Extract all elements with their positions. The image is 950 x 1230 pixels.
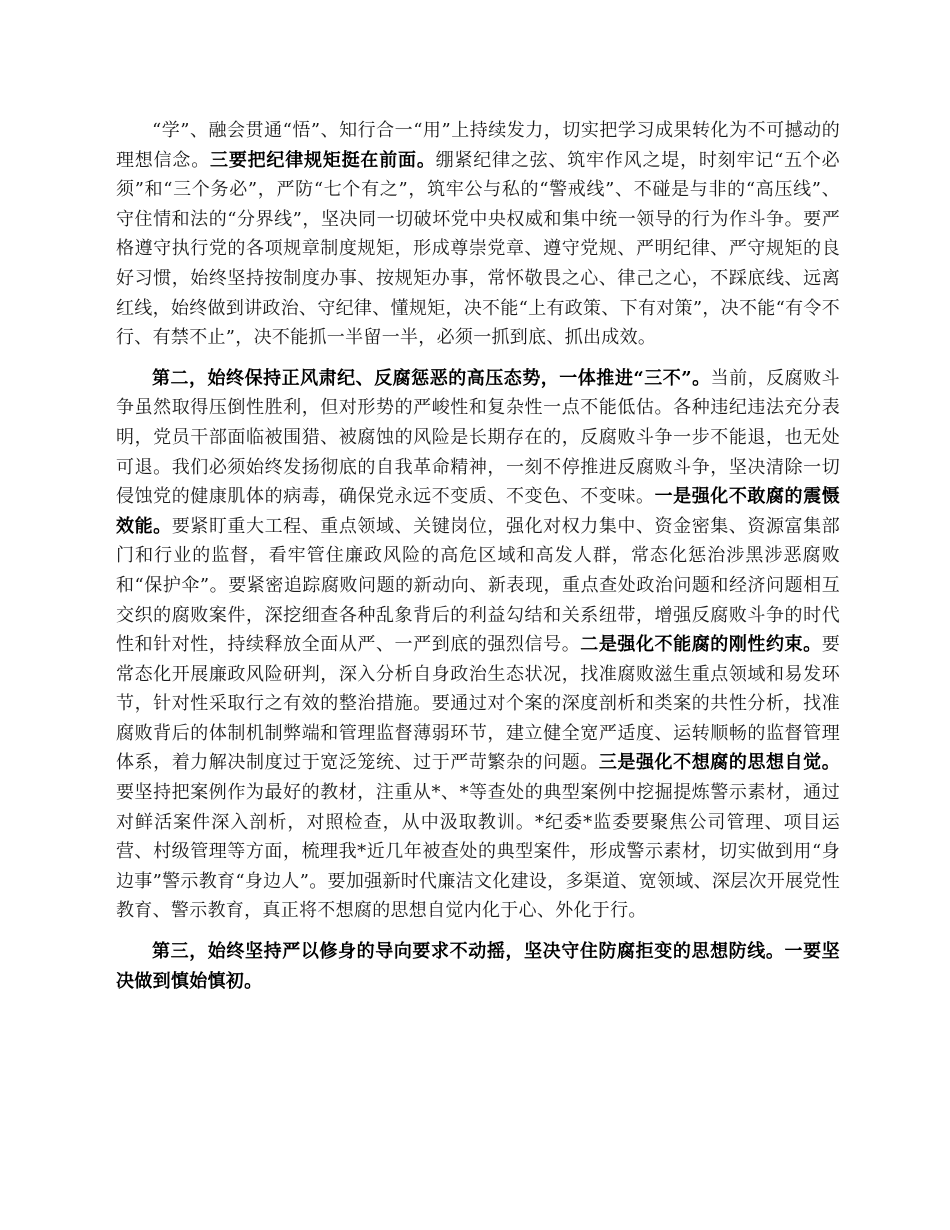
paragraph-3 (116, 937, 840, 996)
paragraph-1-heading-3: 三要把纪律规矩挺在前面。 (210, 149, 436, 171)
paragraph-1-body: 绷紧纪律之弦、筑牢作风之堤，时刻牢记“五个必须”和“三个务必”，严防“七个有之”，筑牢公与私的“警戒线”、不碰是与非的“高压线”、守住情和法的“分界线”，坚决同一切破坏党中央权威和集中统一领导的行为作斗争。要严格遵守执行党的各项规章制度规矩，形成尊崇党章、遵守党规、严明纪律、严守规矩的良好习惯，始终坚持按制度办事、按规矩办事，常怀敬畏之心、律己之心，不踩底线、远离红线，始终做到讲政治、守纪律、懂规矩，决不能“上有政策、下有对策”，决不能“有令不行、有禁不止”，决不能抓一半留一半，必须一抓到底、抓出成效。 (116, 149, 840, 349)
paragraph-1-text: “学”、融会贯通“悟”、知行合一“用”上持续发力，切实把学习成果转化为不可撼动的理想信念。 (116, 120, 840, 171)
subheading-3: 三是强化不想腐的思想自觉。 (598, 752, 840, 774)
paragraph-2-part-3: 要坚持把案例作为最好的教材，注重从*、*等查处的典型案例中挖掘提炼警示素材，通过对鲜活案件深入剖析，对照检查，从中汲取教训。*纪委*监委要聚焦公司管理、项目运营、村级管理等方面，梳理我*近几年被查处的典型案件，形成警示素材，切实做到用“身边事”警示教育“身边人”。要加强新时代廉洁文化建设，多渠道、宽领域、深层次开展党性教育、警示教育，真正将不想腐的思想自觉内化于心、外化于行。 (116, 782, 840, 922)
document-body (116, 116, 840, 996)
paragraph-2-part-1: 要紧盯重大工程、重点领域、关键岗位，强化对权力集中、资金密集、资源富集部门和行业的监督，看牢管住廉政风险的高危区域和高发人群，常态化惩治涉黑涉恶腐败和“保护伞”。要紧密追踪腐败问题的新动向、新表现，重点查处政治问题和经济问题相互交织的腐败案件，深挖细查各种乱象背后的利益勾结和关系纽带，增强反腐败斗争的时代性和针对性，持续释放全面从严、一严到底的强烈信号。 (116, 515, 840, 656)
paragraph-2 (116, 364, 840, 926)
subheading-1: 一是强化不敢腐的震慑效能。 (116, 486, 841, 537)
section-heading-3: 第三，始终坚持严以修身的导向要求不动摇，坚决守住防腐拒变的思想防线。一要坚决做到慎始慎初。 (116, 941, 840, 992)
paragraph-2-intro: 当前，反腐败斗争虽然取得压倒性胜利，但对形势的严峻性和复杂性一点不能低估。各种违纪违法充分表明，党员干部面临被围猎、被腐蚀的风险是长期存在的，反腐败斗争一步不能退，也无处可退。我们必须始终发扬彻底的自我革命精神，一刻不停推进反腐败斗争，坚决清除一切侵蚀党的健康肌体的病毒，确保党永远不变质、不变色、不变味。 (116, 367, 840, 508)
paragraph-2-part-2: 要常态化开展廉政风险研判，深入分析自身政治生态状况，找准腐败滋生重点领域和易发环节，针对性采取行之有效的整治措施。要通过对个案的深度剖析和类案的共性分析，找准腐败背后的体制机制弊端和管理监督薄弱环节，建立健全宽严适度、运转顺畅的监督管理体系，着力解决制度过于宽泛笼统、过于严苛繁杂的问题。 (116, 634, 840, 774)
section-heading-2: 第二，始终保持正风肃纪、反腐惩恶的高压态势，一体推进“三不”。 (152, 367, 711, 389)
subheading-2: 二是强化不能腐的刚性约束。 (580, 634, 822, 656)
paragraph-1 (116, 116, 840, 353)
